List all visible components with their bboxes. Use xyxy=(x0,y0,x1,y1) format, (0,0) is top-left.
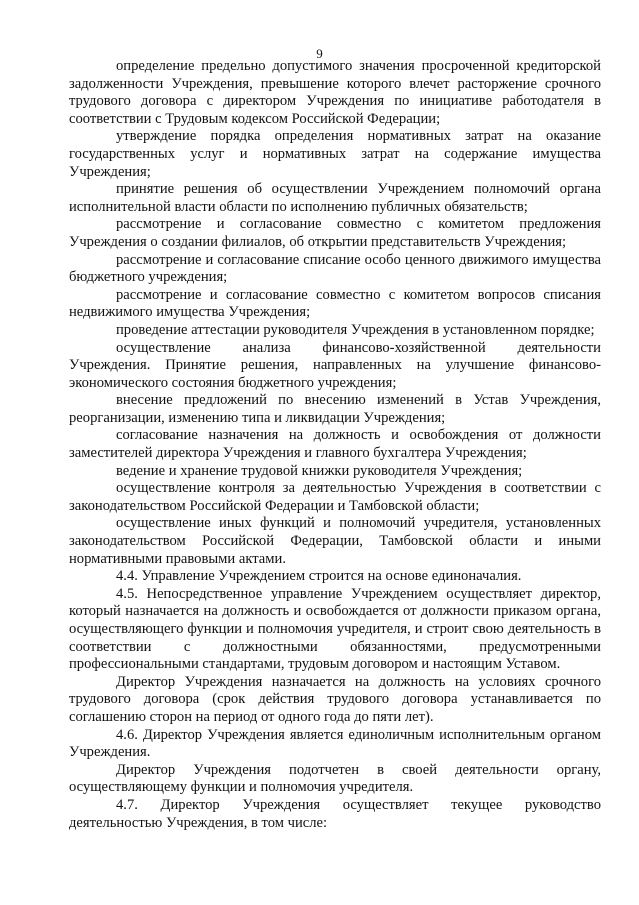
page-number: 9 xyxy=(316,46,323,61)
paragraph: Директор Учреждения назначается на должность на условиях срочного трудового договора (срок действия трудового договора устанавливается по соглашению сторон на период от одного года до пяти лет). xyxy=(69,673,601,725)
paragraph: 4.7. Директор Учреждения осуществляет текущее руководство деятельностью Учреждения, в том числе: xyxy=(69,796,601,831)
paragraph: определение предельно допустимого значения просроченной кредиторской задолженности Учреждения, превышение которого влечет расторжение срочного трудового договора с директором Учреждения по инициативе работодателя в соответствии с Трудовым кодексом Российской Федерации; xyxy=(69,58,601,127)
paragraph: 4.4. Управление Учреждением строится на основе единоначалия. xyxy=(116,568,522,585)
paragraph: осуществление контроля за деятельностью Учреждения в соответствии с законодательством Российской Федерации и Тамбовской области; xyxy=(69,480,601,514)
paragraph: согласование назначения на должность и освобождения от должности заместителей директора Учреждения и главного бухгалтера Учреждения; xyxy=(69,427,601,462)
paragraph: утверждение порядка определения нормативных затрат на оказание государственных услуг и нормативных затрат на содержание имущества Учреждения; xyxy=(69,128,601,180)
paragraph: рассмотрение и согласование совместно с комитетом предложения Учреждения о создании филиалов, об открытии представительств Учреждения; xyxy=(69,216,601,250)
paragraph: внесение предложений по внесению изменений в Устав Учреждения, реорганизации, изменению типа и ликвидации Учреждения; xyxy=(69,392,601,426)
paragraph: рассмотрение и согласование списание особо ценного движимого имущества бюджетного учреждения; xyxy=(69,251,601,286)
paragraph: принятие решения об осуществлении Учреждением полномочий органа исполнительной власти области по исполнению публичных обязательств; xyxy=(69,181,601,215)
paragraph: проведение аттестации руководителя Учреждения в установленном порядке; xyxy=(116,321,595,338)
paragraph: ведение и хранение трудовой книжки руководителя Учреждения; xyxy=(116,462,523,479)
document-body xyxy=(69,58,601,832)
paragraph: Директор Учреждения подотчетен в своей деятельности органу, осуществляющему функции и полномочия учредителя. xyxy=(69,761,601,796)
paragraph: осуществление анализа финансово-хозяйственной деятельности Учреждения. Принятие решения, направленных на улучшение финансово-экономического состояния бюджетного учреждения; xyxy=(69,339,601,391)
paragraph: осуществление иных функций и полномочий учредителя, установленных законодательством Российской Федерации, Тамбовской области и иными нормативными правовыми актами. xyxy=(69,515,601,567)
paragraph: 4.5. Непосредственное управление Учреждением осуществляет директор, который назначается на должность и освобождается от должности приказом органа, осуществляющего функции и полномочия учредителя, и строит свою деятельность в соответствии с должностными обязанностями, предусмотренными профессиональными стандартами, трудовым договором и настоящим Уставом. xyxy=(69,585,601,673)
paragraph: рассмотрение и согласование совместно с комитетом вопросов списания недвижимого имущества Учреждения; xyxy=(69,286,601,321)
paragraph: 4.6. Директор Учреждения является единоличным исполнительным органом Учреждения. xyxy=(69,726,601,761)
